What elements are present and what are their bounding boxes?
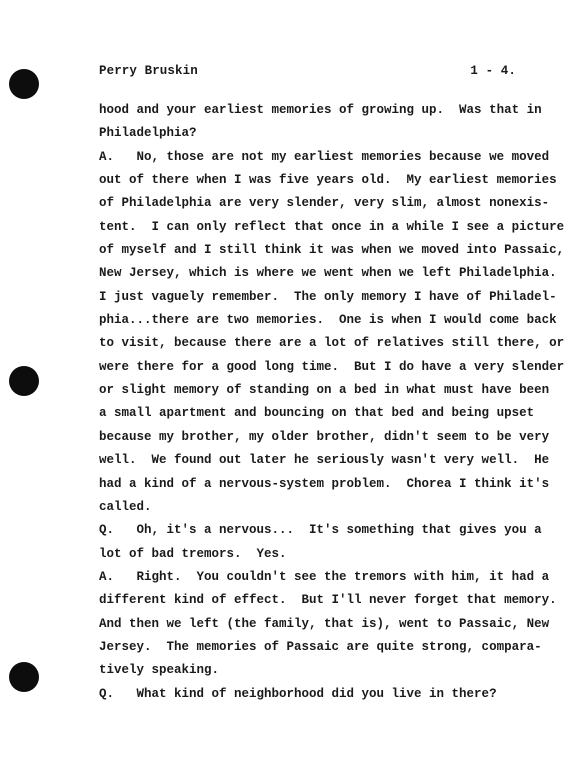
binder-hole-top <box>9 69 39 99</box>
page-number: 1 - 4. <box>470 64 516 78</box>
transcript-line: Q. Oh, it's a nervous... It's something that gives you a <box>99 523 542 538</box>
binder-hole-bottom <box>9 662 39 692</box>
transcript-line: A. Right. You couldn't see the tremors with him, it had a <box>99 569 550 584</box>
interviewee-name: Perry Bruskin <box>99 64 198 78</box>
transcript-line: phia...there are two memories. One is when I would come back <box>99 313 557 328</box>
transcript-line: lot of bad tremors. Yes. <box>99 546 287 561</box>
transcript-line: of myself and I still think it was when we moved into Passaic, <box>99 243 565 258</box>
transcript-line: of Philadelphia are very slender, very slim, almost nonexis- <box>99 196 550 211</box>
transcript-line: because my brother, my older brother, didn't seem to be very <box>99 429 550 444</box>
transcript-line: And then we left (the family, that is), went to Passaic, New <box>99 616 550 631</box>
transcript-line: out of there when I was five years old. My earliest memories <box>99 173 557 188</box>
transcript-line: New Jersey, which is where we went when we left Philadelphia. <box>99 266 557 281</box>
transcript-line: or slight memory of standing on a bed in what must have been <box>99 383 550 398</box>
transcript-line: tent. I can only reflect that once in a while I see a picture <box>99 219 565 234</box>
transcript-line: Jersey. The memories of Passaic are quite strong, compara- <box>99 639 542 654</box>
transcript-line: tively speaking. <box>99 663 220 678</box>
transcript-line: hood and your earliest memories of growing up. Was that in <box>99 103 542 117</box>
transcript-line: had a kind of a nervous-system problem. Chorea I think it's <box>99 476 550 491</box>
transcript-line: called. <box>99 499 152 514</box>
transcript-line: A. No, those are not my earliest memories because we moved <box>99 149 550 164</box>
transcript-line: a small apartment and bouncing on that bed and being upset <box>99 406 535 421</box>
transcript-line: well. We found out later he seriously wasn't very well. He <box>99 453 550 468</box>
transcript-line: Philadelphia? <box>99 126 197 141</box>
transcript-body <box>99 99 565 706</box>
binder-hole-middle <box>9 366 39 396</box>
transcript-line: Q. What kind of neighborhood did you live in there? <box>99 686 497 701</box>
transcript-line: to visit, because there are a lot of relatives still there, or <box>99 336 565 351</box>
transcript-line: I just vaguely remember. The only memory I have of Philadel- <box>99 289 557 304</box>
transcript-line: were there for a good long time. But I do have a very slender <box>99 359 565 374</box>
transcript-line: different kind of effect. But I'll never forget that memory. <box>99 593 557 608</box>
